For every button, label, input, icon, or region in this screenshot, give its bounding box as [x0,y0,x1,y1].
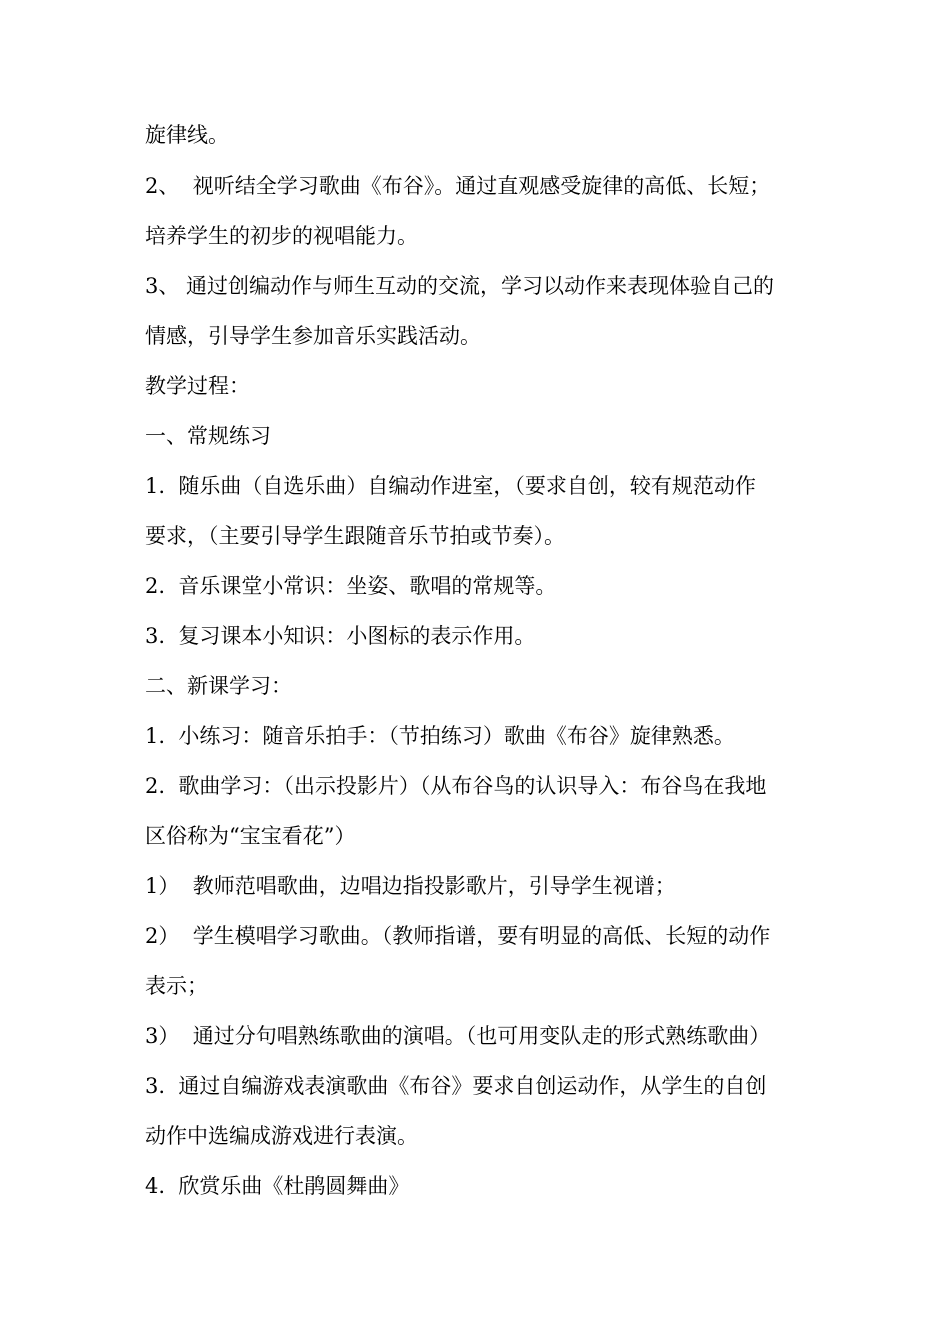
text-line: 2. 歌曲学习：（出示投影片）（从布谷鸟的认识导入：布谷鸟在我地 [145,774,767,798]
text-line: 3、 通过创编动作与师生互动的交流，学习以动作来表现体验自己的 [145,274,775,298]
section-heading: 一、常规练习 [145,424,271,448]
text-line: 情感，引导学生参加音乐实践活动。 [145,324,481,348]
text-line: 旋律线。 [145,123,229,147]
text-line: 1. 随乐曲（自选乐曲）自编动作进室，（要求自创，较有规范动作 [145,474,756,498]
text-line: 区俗称为“宝宝看花”） [145,824,356,848]
text-line: 培养学生的初步的视唱能力。 [145,224,418,248]
text-line: 3. 通过自编游戏表演歌曲《布谷》要求自创运动作，从学生的自创 [145,1074,767,1098]
text-line: 3） 通过分句唱熟练歌曲的演唱。（也可用变队走的形式熟练歌曲） [145,1024,771,1048]
text-line: 1） 教师范唱歌曲，边唱边指投影歌片，引导学生视谱； [145,874,676,898]
text-line: 3. 复习课本小知识：小图标的表示作用。 [145,624,536,648]
text-line: 动作中选编成游戏进行表演。 [145,1124,418,1148]
text-line: 2. 音乐课堂小常识：坐姿、歌唱的常规等。 [145,574,557,598]
text-line: 2、 视听结全学习歌曲《布谷》。通过直观感受旋律的高低、长短； [145,174,771,198]
text-line: 1. 小练习：随音乐拍手：（节拍练习）歌曲《布谷》旋律熟悉。 [145,724,735,748]
section-heading: 教学过程： [145,374,250,398]
text-line: 4. 欣赏乐曲《杜鹃圆舞曲》 [145,1174,410,1198]
text-line: 要求，（主要引导学生跟随音乐节拍或节奏）。 [145,524,565,548]
section-heading: 二、新课学习： [145,674,292,698]
text-line: 表示； [145,974,208,998]
text-line: 2） 学生模唱学习歌曲。（教师指谱，要有明显的高低、长短的动作 [145,924,771,948]
